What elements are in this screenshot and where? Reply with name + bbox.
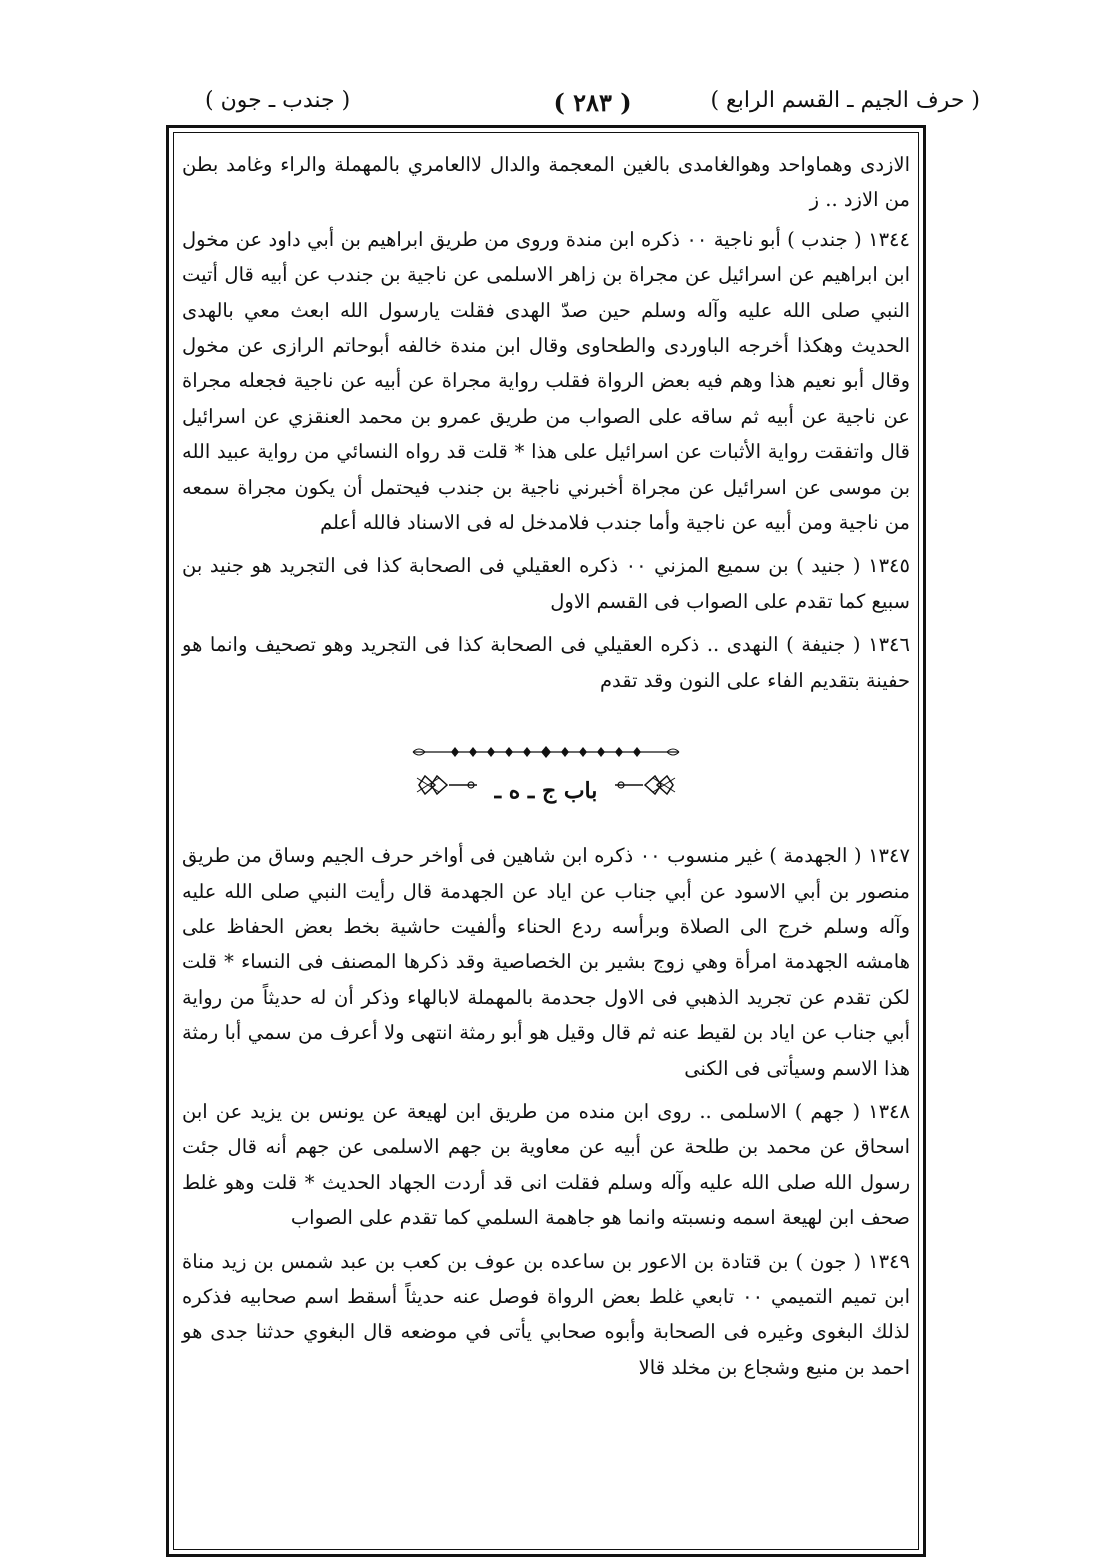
entry-1344: ١٣٤٤ ( جندب ) أبو ناجية ٠٠ ذكره ابن مندة وروى من طريق ابراهيم بن أبي داود عن مخول ابن ابراهيم عن اسرائيل عن مجراة بن زاهر الاسلمى عن ناجية بن جندب عن أبيه قال أتيت النبي صلى الله عليه وآله وسلم حين صدّ الهدى فقلت يارسول الله ابعث معي بالهدى الحديث وهكذا أخرجه الباوردى والطحاوى وقال ابن مندة خالفه أبوحاتم الرازى عن مخول وقال أبو نعيم هذا وهم فيه بعض الرواة فقلب رواية مجراة عن أبيه عن ناجية فجعله مجراة عن ناجية عن أبيه ثم ساقه على الصواب من طريق عمرو بن محمد العنقزي عن اسرائيل قال واتفقت رواية الأثبات عن اسرائيل على هذا * قلت قد رواه النسائي من رواية عبيد الله بن موسى عن اسرائيل عن مجراة أخبرني ناجية بن جندب فيحتمل أن يكون مجراة سمعه من ناجية ومن أبيه عن ناجية وأما جندب فلامدخل له فى الاسناد فالله أعلم	[182, 227, 911, 535]
heading-ornament-right-icon	[615, 769, 685, 813]
divider-ornament-icon	[411, 742, 681, 762]
entry-1345: ١٣٤٥ ( جنيد ) بن سميع المزني ٠٠ ذكره العقيلي فى الصحابة كذا فى التجريد هو جنيد بن سبيع كما تقدم على الصواب فى القسم الاول	[182, 554, 910, 613]
page-header	[205, 82, 980, 122]
chapter-title: باب ج ـ ه ـ	[494, 778, 598, 805]
entry-1346: ١٣٤٦ ( جنيفة ) النهدى .. ذكره العقيلي فى الصحابة كذا فى التجريد وهو تصحيف وانما هو حفينة بتقديم الفاء على النون وقد تقدم	[182, 633, 910, 692]
paragraph-continuation: الازدى وهماواحد وهوالغامدى بالغين المعجمة والدال لاالعامري بالمهملة والراء وغامد بطن من الازد .. ز	[182, 153, 910, 212]
entry-1349: ١٣٤٩ ( جون ) بن قتادة بن الاعور بن ساعده بن عوف بن كعب بن عبد شمس بن زيد مناة ابن تميم التميمي ٠٠ تابعي غلط بعض الرواة فوصل عنه حديثاً أسقط اسم صحابيه فذكره لذلك البغوى وغيره فى الصحابة وأبوه صحابي يأتى في موضعه قال البغوي حدثنا جدى هو احمد بن منيع وشجاع بن مخلد قالا	[182, 1249, 910, 1379]
header-entry-range: ( جندب ـ جون )	[205, 88, 351, 113]
chapter-heading	[182, 768, 910, 812]
header-section-title: ( حرف الجيم ـ القسم الرابع )	[710, 88, 980, 113]
ornamental-divider	[182, 738, 910, 760]
entry-1348: ١٣٤٨ ( جهم ) الاسلمى .. روى ابن منده من طريق ابن لهيعة عن يونس بن يزيد عن ابن اسحاق عن محمد بن طلحة عن أبيه عن معاوية بن جهم الاسلمى عن جهم أنه قال جئت رسول الله صلى الله عليه وآله وسلم فقلت انى قد أردت الجهاد الحديث * قلت وهو غلط صحف ابن لهيعة اسمه ونسبته وانما هو جاهمة السلمي كما تقدم على الصواب	[182, 1099, 910, 1230]
heading-ornament-left-icon	[407, 769, 477, 813]
entry-1347: ١٣٤٧ ( الجهدمة ) غير منسوب ٠٠ ذكره ابن شاهين فى أواخر حرف الجيم وساق من طريق منصور بن أبي الاسود عن أبي جناب عن اياد عن الجهدمة قال رأيت النبي صلى الله عليه وآله وسلم خرج الى الصلاة وبرأسه ردع الحناء وألفيت حاشية بخط بعض الحفاظ على هامشه الجهدمة امرأة وهي زوج بشير بن الخصاصية وقد ذكرها المصنف فى النساء * قلت لكن تقدم عن تجريد الذهبي فى الاول جحدمة بالمهملة لابالهاء وذكر أن له حديثاً من رواية أبي جناب عن اياد بن لقيط عنه ثم قال وقيل هو أبو رمثة انتهى ولا أعرف من سمي أبا رمثة هذا الاسم وسيأتى فى الكنى	[182, 844, 910, 1080]
page-number: ( ٢٨٣ )	[553, 88, 632, 117]
page-content	[182, 147, 910, 1393]
